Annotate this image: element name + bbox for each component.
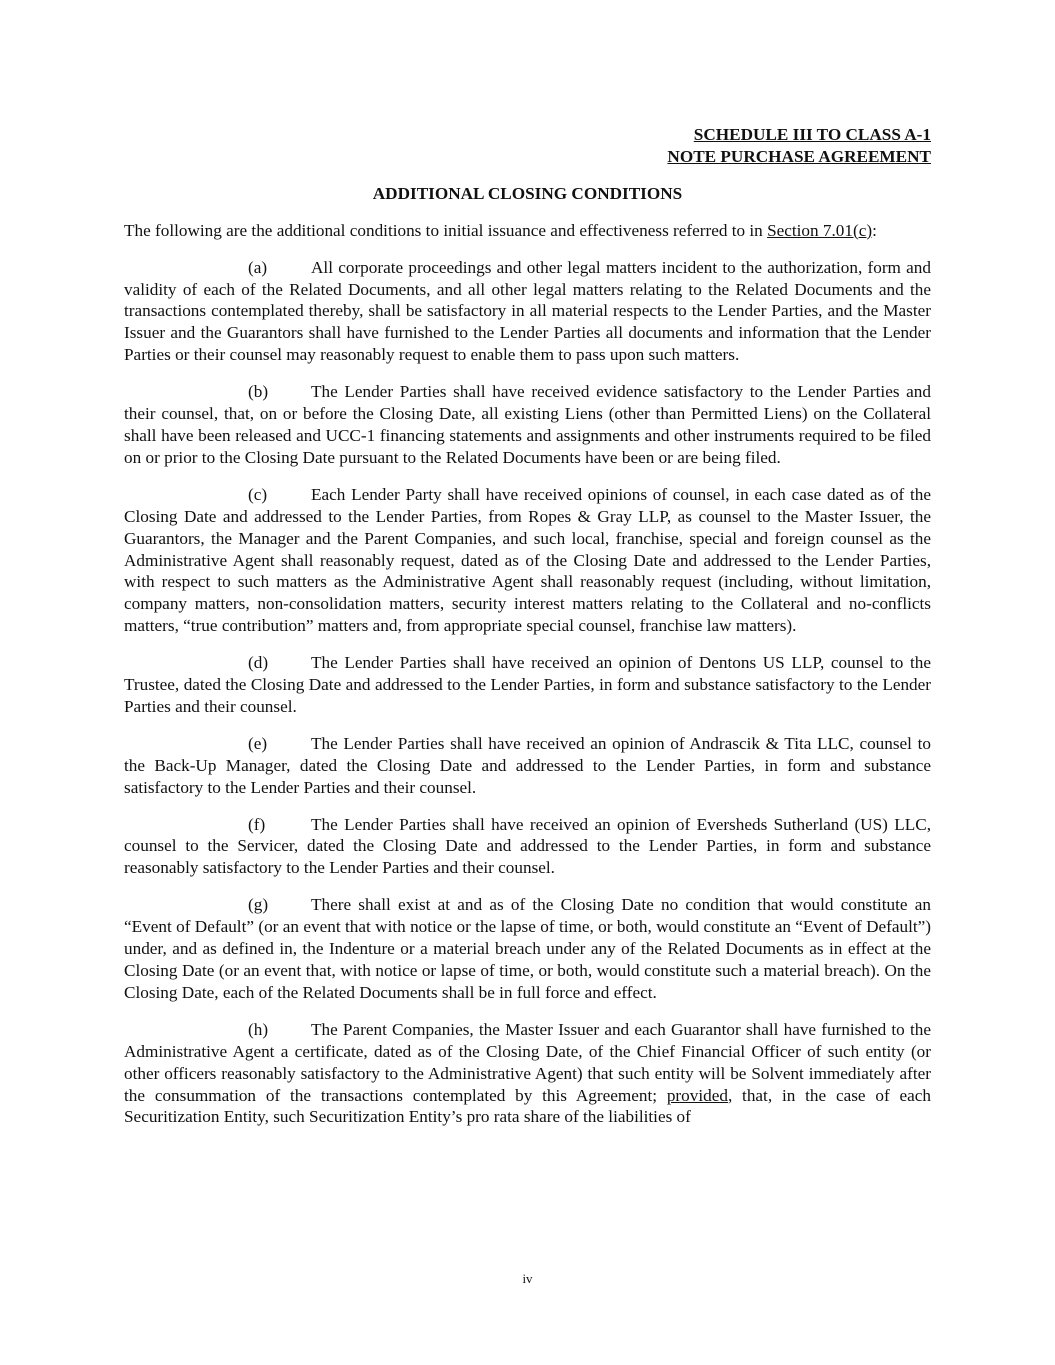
header-line-1: SCHEDULE III TO CLASS A-1 [693, 125, 931, 144]
page-number: iv [522, 1271, 533, 1286]
schedule-header [124, 124, 931, 168]
condition-c [124, 484, 931, 637]
condition-label: (e) [248, 733, 268, 753]
provided-term: provided [666, 1085, 728, 1105]
condition-b [124, 381, 931, 469]
condition-text: The Lender Parties shall have received an opinion of Eversheds Sutherland (US) LLC, counsel to the Servicer, dated the Closing Date and addressed to the Lender Parties, in form and substance reasonably satisfactory to the Lender Parties and their counsel. [124, 814, 931, 878]
condition-a [124, 257, 931, 367]
header-line-2: NOTE PURCHASE AGREEMENT [667, 146, 931, 166]
condition-text: There shall exist at and as of the Closing Date no condition that would constitute an “Event of Default” (or an event that with notice or the lapse of time, or both, would constitute an “Event of Default”) under, and as defined in, the Indenture or a material breach under any of the Related Documents as in effect at the Closing Date (or an event that, with notice or lapse of time, or both, would constitute such a material breach). On the Closing Date, each of the Related Documents shall be in full force and effect. [124, 895, 931, 1002]
condition-e [124, 733, 931, 799]
condition-text-continued: , that, in the case of each Securitization Entity, such Securitization Entity’s pro rata share of the liabilities of [124, 1085, 931, 1127]
document-title: ADDITIONAL CLOSING CONDITIONS [372, 183, 683, 203]
condition-text: The Lender Parties shall have received an opinion of Andrascik & Tita LLC, counsel to the Back-Up Manager, dated the Closing Date and addressed to the Lender Parties, in form and substance satisfactory to the Lender Parties and their counsel. [124, 733, 931, 797]
condition-label: (g) [248, 895, 269, 915]
condition-label: (b) [248, 382, 269, 402]
condition-g [124, 894, 931, 1004]
condition-d [124, 652, 931, 718]
condition-h [124, 1019, 931, 1129]
condition-text: The Lender Parties shall have received an opinion of Dentons US LLP, counsel to the Trustee, dated the Closing Date and addressed to the Lender Parties, in form and substance satisfactory to the Lender Parties and their counsel. [124, 653, 931, 716]
condition-f [124, 814, 931, 880]
condition-text: All corporate proceedings and other legal matters incident to the authorization, form and validity of each of the Related Documents, and all other legal matters relating to the Related Documents and the transactions contemplated thereby, shall be satisfactory in all material respects to the Lender Parties, and the Master Issuer and the Guarantors shall have furnished to the Lender Parties all documents and information that the Lender Parties or their counsel may reasonably request to enable them to pass upon such matters. [124, 257, 931, 365]
condition-text: The Lender Parties shall have received evidence satisfactory to the Lender Parties and their counsel, that, on or before the Closing Date, all existing Liens (other than Permitted Liens) on the Collateral shall have been released and UCC-1 financing statements and assignments and other instruments required to be filed on or prior to the Closing Date pursuant to the Related Documents have been or are being filed. [124, 382, 931, 467]
section-reference: Section 7.01(c) [767, 220, 873, 240]
intro-end: : [872, 220, 877, 240]
condition-label: (c) [248, 484, 268, 504]
document-page [124, 124, 931, 1143]
intro-text: The following are the additional conditions to initial issuance and effectiveness referred to in [124, 220, 768, 240]
condition-label: (a) [248, 257, 268, 277]
condition-text: The Parent Companies, the Master Issuer and each Guarantor shall have furnished to the Administrative Agent a certificate, dated as of the Closing Date, of the Chief Financial Officer of such entity (or other officers reasonably satisfactory to the Administrative Agent) that such entity will be Solvent immediately after the consummation of the transactions contemplated by this Agreement; [124, 1019, 931, 1105]
condition-label: (h) [248, 1019, 269, 1039]
intro-paragraph [124, 220, 931, 242]
condition-text: Each Lender Party shall have received opinions of counsel, in each case dated as of the Closing Date and addressed to the Lender Parties, from Ropes & Gray LLP, as counsel to the Master Issuer, the Guarantors, the Manager and the Parent Companies, and such local, franchise, special and foreign counsel as the Administrative Agent shall reasonably request, dated as of the Closing Date and addressed to the Lender Parties, with respect to such matters as the Administrative Agent shall reasonably request (including, without limitation, company matters, non-consolidation matters, security interest matters relating to the Collateral and no-conflicts matters, “true contribution” matters and, from appropriate special counsel, franchise law matters). [124, 484, 931, 636]
condition-label: (f) [248, 814, 266, 834]
condition-label: (d) [248, 653, 269, 673]
